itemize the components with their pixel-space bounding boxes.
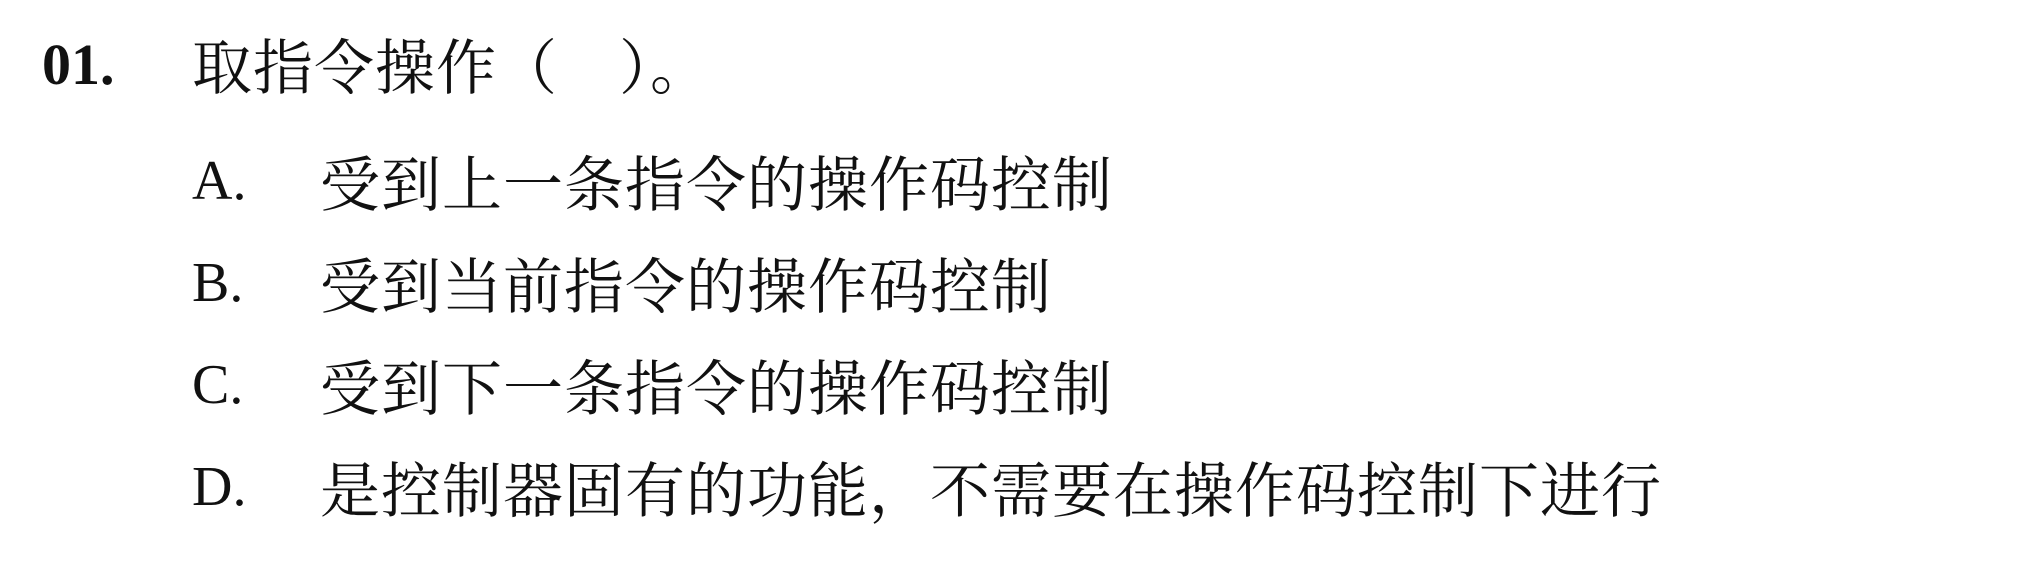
option-d[interactable] bbox=[192, 436, 1662, 538]
option-b[interactable] bbox=[192, 232, 1662, 334]
option-d-label: D. bbox=[192, 456, 247, 518]
option-c-text: 受到下一条指令的操作码控制 bbox=[320, 355, 1113, 425]
option-b-label: B. bbox=[192, 252, 244, 314]
option-a[interactable] bbox=[192, 130, 1662, 232]
option-b-text: 受到当前指令的操作码控制 bbox=[320, 253, 1052, 323]
option-a-label: A. bbox=[192, 150, 247, 212]
option-c-label: C. bbox=[192, 354, 244, 416]
option-c[interactable] bbox=[192, 334, 1662, 436]
answer-options bbox=[192, 130, 1662, 538]
question-number: 01. bbox=[42, 31, 115, 97]
option-d-text: 是控制器固有的功能，不需要在操作码控制下进行 bbox=[320, 457, 1662, 527]
question-text: 取指令操作（ ）。 bbox=[192, 34, 711, 104]
option-a-text: 受到上一条指令的操作码控制 bbox=[320, 151, 1113, 221]
question-stem bbox=[42, 18, 711, 110]
